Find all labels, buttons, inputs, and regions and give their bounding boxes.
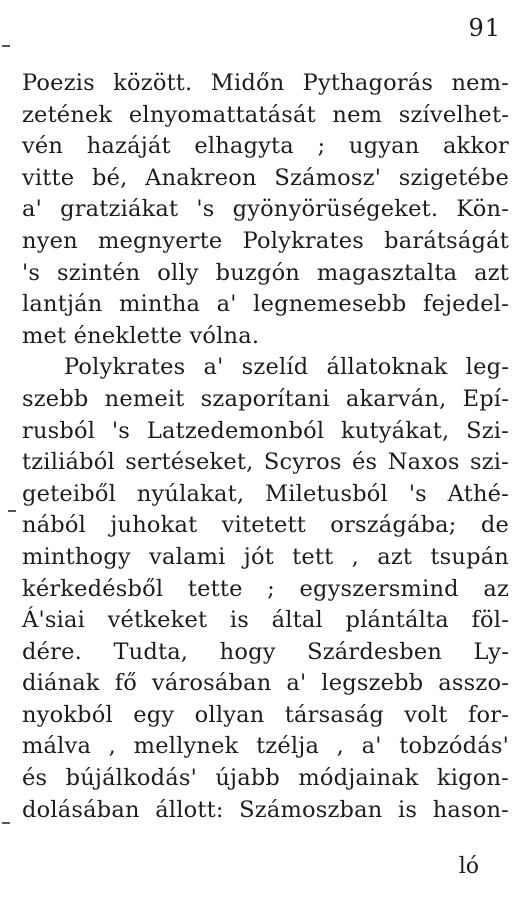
text-line: tziliából sertéseket, Scyros és Naxos szi- xyxy=(22,449,509,476)
text-line: nyokból egy ollyan társaság volt for- xyxy=(22,701,509,728)
text-line: Á'siai vétkeket is által plántálta föl- xyxy=(22,607,509,634)
text-line: vitte bé, Anakreon Számosz' szigetébe xyxy=(22,164,509,191)
text-line: Poezis között. Midőn Pythagorás nem- xyxy=(22,70,509,96)
text-line: diának fő városában a' legszebb asszo- xyxy=(22,670,509,697)
page-number: 91 xyxy=(468,14,501,42)
text-line: dolásában állott: Számoszban is hason- xyxy=(22,796,509,823)
text-line: vén hazáját elhagyta ; ugyan akkor xyxy=(22,133,509,160)
text-line: szebb nemeit szaporítani akarván, Epí- xyxy=(22,385,509,412)
paragraph xyxy=(22,352,509,826)
margin-mark xyxy=(2,822,10,824)
body-text xyxy=(22,68,509,826)
text-line: zetének elnyomattatását nem szívelhet- xyxy=(22,101,509,128)
catchword: ló xyxy=(458,854,479,879)
text-line: minthogy valami jót tett , azt tsupán xyxy=(22,543,509,570)
text-line: és bújálkodás' újabb módjainak kigon- xyxy=(22,765,509,792)
margin-mark xyxy=(2,45,10,47)
text-line: met éneklette vólna. xyxy=(22,322,260,349)
text-line: rusból 's Latzedemonból kutyákat, Szi- xyxy=(22,417,509,444)
text-line: dére. Tudta, hogy Szárdesben Ly- xyxy=(22,638,509,665)
text-line: geteiből nyúlakat, Miletusból 's Athé- xyxy=(22,480,509,507)
text-line: nyen megnyerte Polykrates barátságát xyxy=(22,227,509,254)
text-line: a' gratziákat 's gyönyörüségeket. Kön- xyxy=(22,196,509,223)
text-line: lantján mintha a' legnemesebb fejedel- xyxy=(22,291,509,318)
text-line: kérkedésből tette ; egyszersmind az xyxy=(22,575,509,602)
margin-mark xyxy=(8,510,16,512)
text-line: Polykrates a' szelíd állatoknak leg- xyxy=(64,354,509,381)
paragraph xyxy=(22,68,509,352)
text-line: nából juhokat vitetett országába; de xyxy=(22,512,509,539)
text-line: málva , mellynek tzélja , a' tobzódás' xyxy=(22,733,509,760)
text-line: 's szintén olly buzgón magasztalta azt xyxy=(22,259,509,286)
